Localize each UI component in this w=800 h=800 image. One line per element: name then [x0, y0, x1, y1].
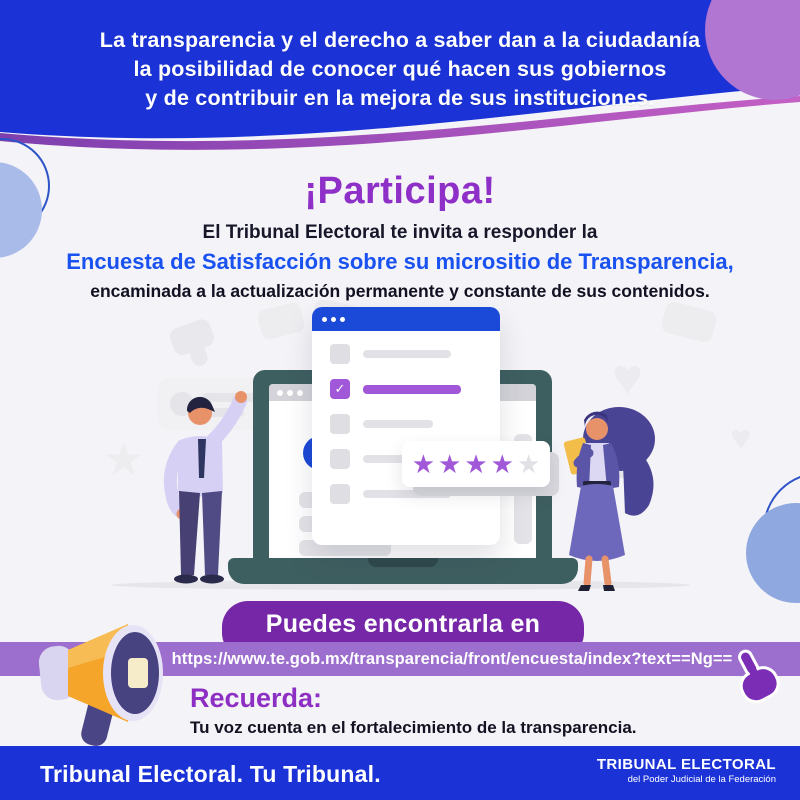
decor-card-icon: [655, 302, 735, 346]
header-line-1: La transparencia y el derecho a saber dan a la ciudadanía: [99, 28, 701, 52]
purpose-text: encaminada a la actualización permanente y constante de sus contenidos.: [90, 281, 710, 301]
answer-line: [363, 420, 433, 428]
participa-title: ¡Participa!: [304, 170, 496, 212]
footer-bar: [0, 746, 800, 800]
footer-slogan: Tribunal Electoral. Tu Tribunal.: [40, 761, 381, 787]
reminder-text: Tu voz cuenta en el fortalecimiento de la transparencia.: [190, 718, 637, 737]
megaphone-icon: [28, 612, 178, 750]
reminder-title: Recuerda:: [190, 683, 323, 713]
survey-row-checked: [330, 379, 482, 399]
survey-card-titlebar: [312, 307, 500, 331]
laptop-base: [228, 558, 578, 584]
pointer-hand-icon: [724, 646, 786, 708]
star-empty-icon: ★: [516, 449, 541, 479]
survey-form-card: [312, 307, 500, 545]
window-dot-icon: [322, 317, 327, 322]
star-filled-icon: ★: [464, 449, 488, 479]
tribunal-electoral-logo: [597, 756, 776, 785]
header-message: [0, 26, 800, 113]
man-figure: [150, 383, 260, 588]
window-dot-icon: [297, 390, 303, 396]
find-it-label: Puedes encontrarla en: [265, 610, 541, 638]
survey-url[interactable]: https://www.te.gob.mx/transparencia/front/encuesta/index?text==Ng==: [171, 650, 733, 668]
star-decor-icon: ★: [103, 433, 145, 485]
survey-illustration: [0, 300, 800, 596]
answer-line-selected: [363, 385, 461, 394]
checkbox-unchecked-icon: [330, 414, 350, 434]
participa-section: [0, 170, 800, 302]
laptop-notch: [368, 558, 438, 567]
star-filled-icon: ★: [438, 449, 462, 479]
logo-line-2: del Poder Judicial de la Federación: [627, 774, 776, 785]
answer-line: [363, 350, 451, 358]
window-dot-icon: [331, 317, 336, 322]
star-filled-icon: ★: [490, 449, 514, 479]
window-dot-icon: [277, 390, 283, 396]
header-line-2: la posibilidad de conocer qué hacen sus gobiernos: [133, 57, 667, 81]
star-rating: [402, 441, 550, 487]
survey-name-text: Encuesta de Satisfacción sobre su micrositio de Transparencia,: [66, 249, 734, 274]
checkbox-unchecked-icon: [330, 484, 350, 504]
invite-text: El Tribunal Electoral te invita a responder la: [202, 222, 598, 243]
survey-row: [330, 344, 482, 364]
heart-small-icon: ♥: [730, 417, 752, 458]
window-dot-icon: [287, 390, 293, 396]
checkbox-unchecked-icon: [330, 344, 350, 364]
checkbox-unchecked-icon: [330, 449, 350, 469]
woman-figure: [545, 393, 665, 593]
logo-line-1: TRIBUNAL ELECTORAL: [596, 756, 776, 773]
thumbs-down-icon: [160, 312, 234, 378]
window-dot-icon: [340, 317, 345, 322]
star-filled-icon: ★: [411, 449, 436, 479]
checkbox-checked-icon: ✓: [330, 379, 350, 399]
header-line-3: y de contribuir en la mejora de sus instituciones.: [145, 86, 655, 110]
survey-row: [330, 414, 482, 434]
heart-icon: ♥: [612, 349, 643, 407]
